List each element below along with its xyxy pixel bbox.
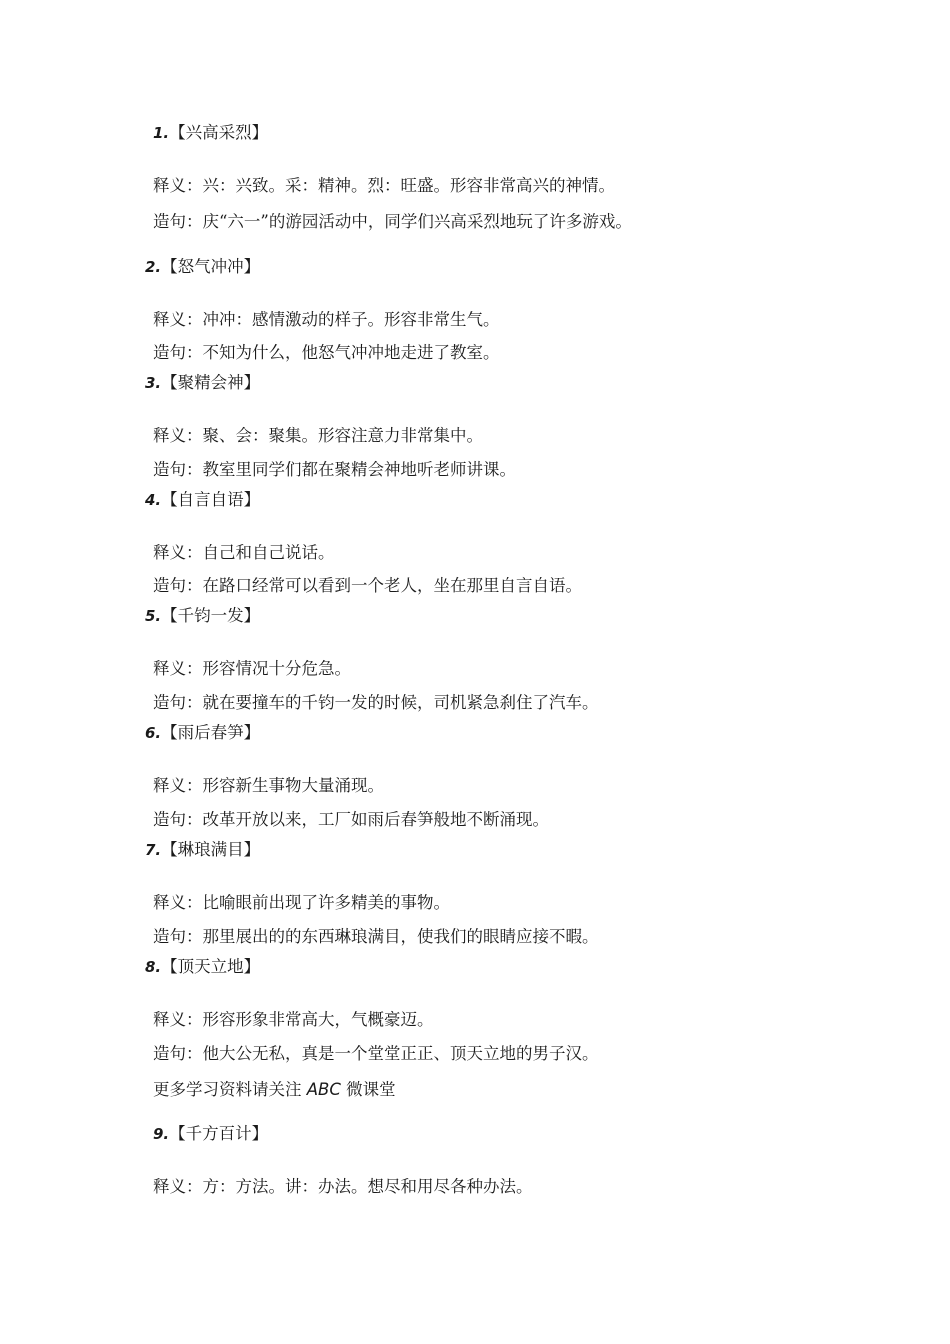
entry-number: 3. xyxy=(145,374,162,392)
example-text: 就在要撞车的千钧一发的时候，司机紧急刹住了汽车。 xyxy=(202,693,599,712)
definition-label: 释义： xyxy=(153,893,203,912)
example-text: 他大公无私，真是一个堂堂正正、顶天立地的男子汉。 xyxy=(202,1044,599,1063)
definition-label: 释义： xyxy=(153,776,203,795)
example-label: 造句： xyxy=(153,927,203,946)
entry-number: 9. xyxy=(153,1125,170,1143)
promo-text: 更多学习资料请关注 xyxy=(153,1080,307,1099)
definition-text: 形容情况十分危急。 xyxy=(202,659,351,678)
idiom-title: 【聚精会神】 xyxy=(161,373,261,392)
example-label: 造句： xyxy=(153,343,203,362)
promo-brand: ABC xyxy=(306,1080,341,1099)
promo-line xyxy=(153,1079,396,1101)
definition-text: 自己和自己说话。 xyxy=(202,543,335,562)
idiom-title: 【怒气冲冲】 xyxy=(161,257,261,276)
entry-1-example xyxy=(153,211,632,233)
definition-text: 冲冲：感情激动的样子。形容非常生气。 xyxy=(202,310,500,329)
entry-2-definition xyxy=(153,309,500,331)
entry-3-definition xyxy=(153,425,483,447)
definition-label: 释义： xyxy=(153,1010,203,1029)
entry-6-definition xyxy=(153,775,384,797)
entry-number: 2. xyxy=(145,258,162,276)
example-text: 改革开放以来，工厂如雨后春笋般地不断涌现。 xyxy=(202,810,549,829)
definition-label: 释义： xyxy=(153,1177,203,1196)
entry-5-heading xyxy=(145,605,260,627)
definition-text: 兴：兴致。采：精神。烈：旺盛。形容非常高兴的神情。 xyxy=(202,176,615,195)
entry-1-definition xyxy=(153,175,615,197)
idiom-title: 【自言自语】 xyxy=(161,490,261,509)
entry-2-example xyxy=(153,342,500,364)
entry-number: 8. xyxy=(145,958,162,976)
entry-8-heading xyxy=(145,956,260,978)
example-text: 庆“六一”的游园活动中，同学们兴高采烈地玩了许多游戏。 xyxy=(202,212,632,231)
promo-text-end: 微课堂 xyxy=(340,1080,396,1099)
example-label: 造句： xyxy=(153,693,203,712)
example-label: 造句： xyxy=(153,1044,203,1063)
example-label: 造句： xyxy=(153,810,203,829)
example-label: 造句： xyxy=(153,576,203,595)
example-text: 教室里同学们都在聚精会神地听老师讲课。 xyxy=(202,460,516,479)
entry-4-heading xyxy=(145,489,260,511)
definition-label: 释义： xyxy=(153,426,203,445)
entry-7-heading xyxy=(145,839,260,861)
definition-label: 释义： xyxy=(153,310,203,329)
entry-4-definition xyxy=(153,542,335,564)
entry-number: 5. xyxy=(145,607,162,625)
entry-5-example xyxy=(153,692,599,714)
entry-6-example xyxy=(153,809,549,831)
example-label: 造句： xyxy=(153,460,203,479)
idiom-title: 【雨后春笋】 xyxy=(161,723,261,742)
entry-7-definition xyxy=(153,892,450,914)
entry-6-heading xyxy=(145,722,260,744)
entry-8-definition xyxy=(153,1009,434,1031)
entry-number: 4. xyxy=(145,491,162,509)
definition-label: 释义： xyxy=(153,543,203,562)
definition-text: 形容形象非常高大，气概豪迈。 xyxy=(202,1010,434,1029)
definition-text: 形容新生事物大量涌现。 xyxy=(202,776,384,795)
entry-number: 6. xyxy=(145,724,162,742)
idiom-title: 【千方百计】 xyxy=(169,1124,269,1143)
entry-9-definition xyxy=(153,1176,533,1198)
example-text: 在路口经常可以看到一个老人，坐在那里自言自语。 xyxy=(202,576,582,595)
definition-text: 方：方法。讲：办法。想尽和用尽各种办法。 xyxy=(202,1177,533,1196)
entry-9-heading xyxy=(153,1123,268,1145)
entry-3-heading xyxy=(145,372,260,394)
entry-4-example xyxy=(153,575,582,597)
entry-7-example xyxy=(153,926,599,948)
example-label: 造句： xyxy=(153,212,203,231)
definition-label: 释义： xyxy=(153,176,203,195)
idiom-title: 【千钧一发】 xyxy=(161,606,261,625)
definition-label: 释义： xyxy=(153,659,203,678)
definition-text: 比喻眼前出现了许多精美的事物。 xyxy=(202,893,450,912)
idiom-title: 【顶天立地】 xyxy=(161,957,261,976)
entry-2-heading xyxy=(145,256,260,278)
entry-1-heading xyxy=(153,122,268,144)
entry-5-definition xyxy=(153,658,351,680)
entry-number: 7. xyxy=(145,841,162,859)
entry-8-example xyxy=(153,1043,599,1065)
example-text: 不知为什么，他怒气冲冲地走进了教室。 xyxy=(202,343,500,362)
entry-number: 1. xyxy=(153,124,170,142)
example-text: 那里展出的的东西琳琅满目，使我们的眼睛应接不暇。 xyxy=(202,927,599,946)
idiom-title: 【兴高采烈】 xyxy=(169,123,269,142)
idiom-title: 【琳琅满目】 xyxy=(161,840,261,859)
definition-text: 聚、会：聚集。形容注意力非常集中。 xyxy=(202,426,483,445)
entry-3-example xyxy=(153,459,516,481)
